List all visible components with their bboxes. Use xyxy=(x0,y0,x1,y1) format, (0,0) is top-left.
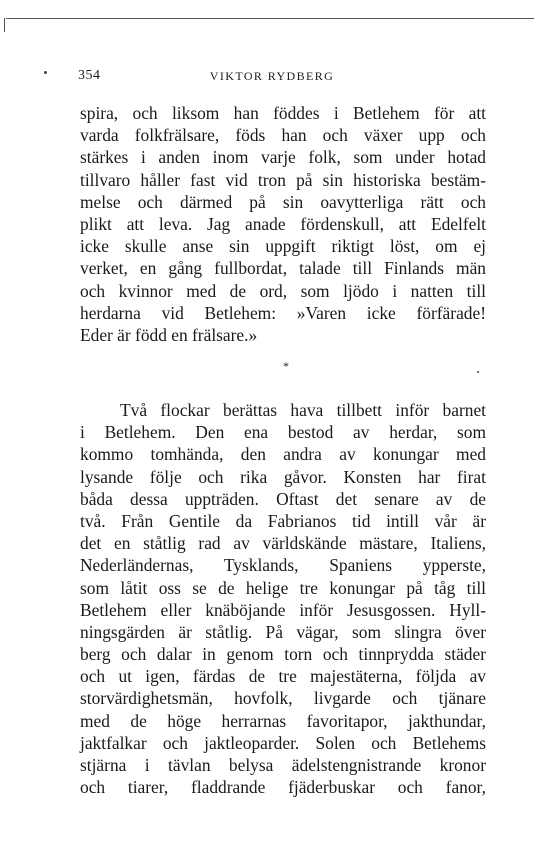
text-line: båda dessa uppträden. Oftast det senare av de xyxy=(80,488,486,509)
text-line: Betlehem eller knäböjande inför Jesusgossen. Hyll- xyxy=(80,599,486,620)
ink-speck xyxy=(477,371,479,373)
page-number: 354 xyxy=(78,68,101,83)
text-line: icke skulle anse sin uppgift riktigt löst, om ej xyxy=(80,236,486,257)
text-line: jaktfalkar och jaktleoparder. Solen och Betlehems xyxy=(80,732,486,753)
text-line: i Betlehem. Den ena bestod av herdar, som xyxy=(80,422,486,443)
text-line: kommo tomhända, den andra av konungar med xyxy=(80,444,486,465)
text-line: och kvinnor med de ord, som ljödo i natten till xyxy=(80,280,486,301)
text-line: med de höge herrarnas favoritapor, jakthundar, xyxy=(80,710,486,731)
page-edge-mark xyxy=(4,18,5,32)
text-line: och tiarer, fladdrande fjäderbuskar och fanor, xyxy=(80,777,486,798)
text-line: herdarna vid Betlehem: »Varen icke förfärade! xyxy=(80,302,486,323)
paragraph-1 xyxy=(80,102,486,346)
text-line: stärkes i anden inom varje folk, som under hotad xyxy=(80,147,486,168)
text-line: varda folkfrälsare, föds han och växer upp och xyxy=(80,125,486,146)
text-line: spira, och liksom han föddes i Betlehem för att xyxy=(80,103,486,123)
text-line: lysande följe och rika gåvor. Konsten har firat xyxy=(80,466,486,487)
running-head: VIKTOR RYDBERG xyxy=(209,69,335,83)
text-line: tillvaro håller fast vid tron på sin historiska bestäm- xyxy=(80,169,486,190)
text-line: melse och därmed på sin oavytterliga rätt och xyxy=(80,191,486,212)
text-line: det en ståtlig rad av världskände mästare, Italiens, xyxy=(80,533,486,554)
section-separator-asterisk: * xyxy=(283,359,289,373)
text-line: storvärdighetsmän, hovfolk, livgarde och tjänare xyxy=(80,688,486,709)
page-top-rule xyxy=(6,18,534,19)
text-line: berg och dalar in genom torn och tinnprydda städer xyxy=(80,644,486,665)
text-line: två. Från Gentile da Fabrianos tid intill vår är xyxy=(80,510,486,531)
text-line: Nederländernas, Tysklands, Spaniens ypperste, xyxy=(80,555,486,576)
text-line: verket, en gång fullbordat, talade till Finlands män xyxy=(80,258,486,279)
text-line: och ut igen, färdas de tre majestäterna, följda av xyxy=(80,666,486,687)
paragraph-2 xyxy=(80,399,486,798)
text-line: Eder är född en frälsare.» xyxy=(80,324,258,345)
text-line: Två flockar berättas hava tillbett inför barnet xyxy=(120,400,486,420)
text-line: stjärna i tävlan belysa ädelstengnistrande kronor xyxy=(80,755,486,775)
text-line: som låtit oss se de helige tre konungar på tåg till xyxy=(80,577,486,598)
text-line: plikt att leva. Jag anade fördenskull, att Edelfelt xyxy=(80,213,486,234)
text-line: ningsgärden är ståtlig. På vägar, som slingra över xyxy=(80,621,486,642)
